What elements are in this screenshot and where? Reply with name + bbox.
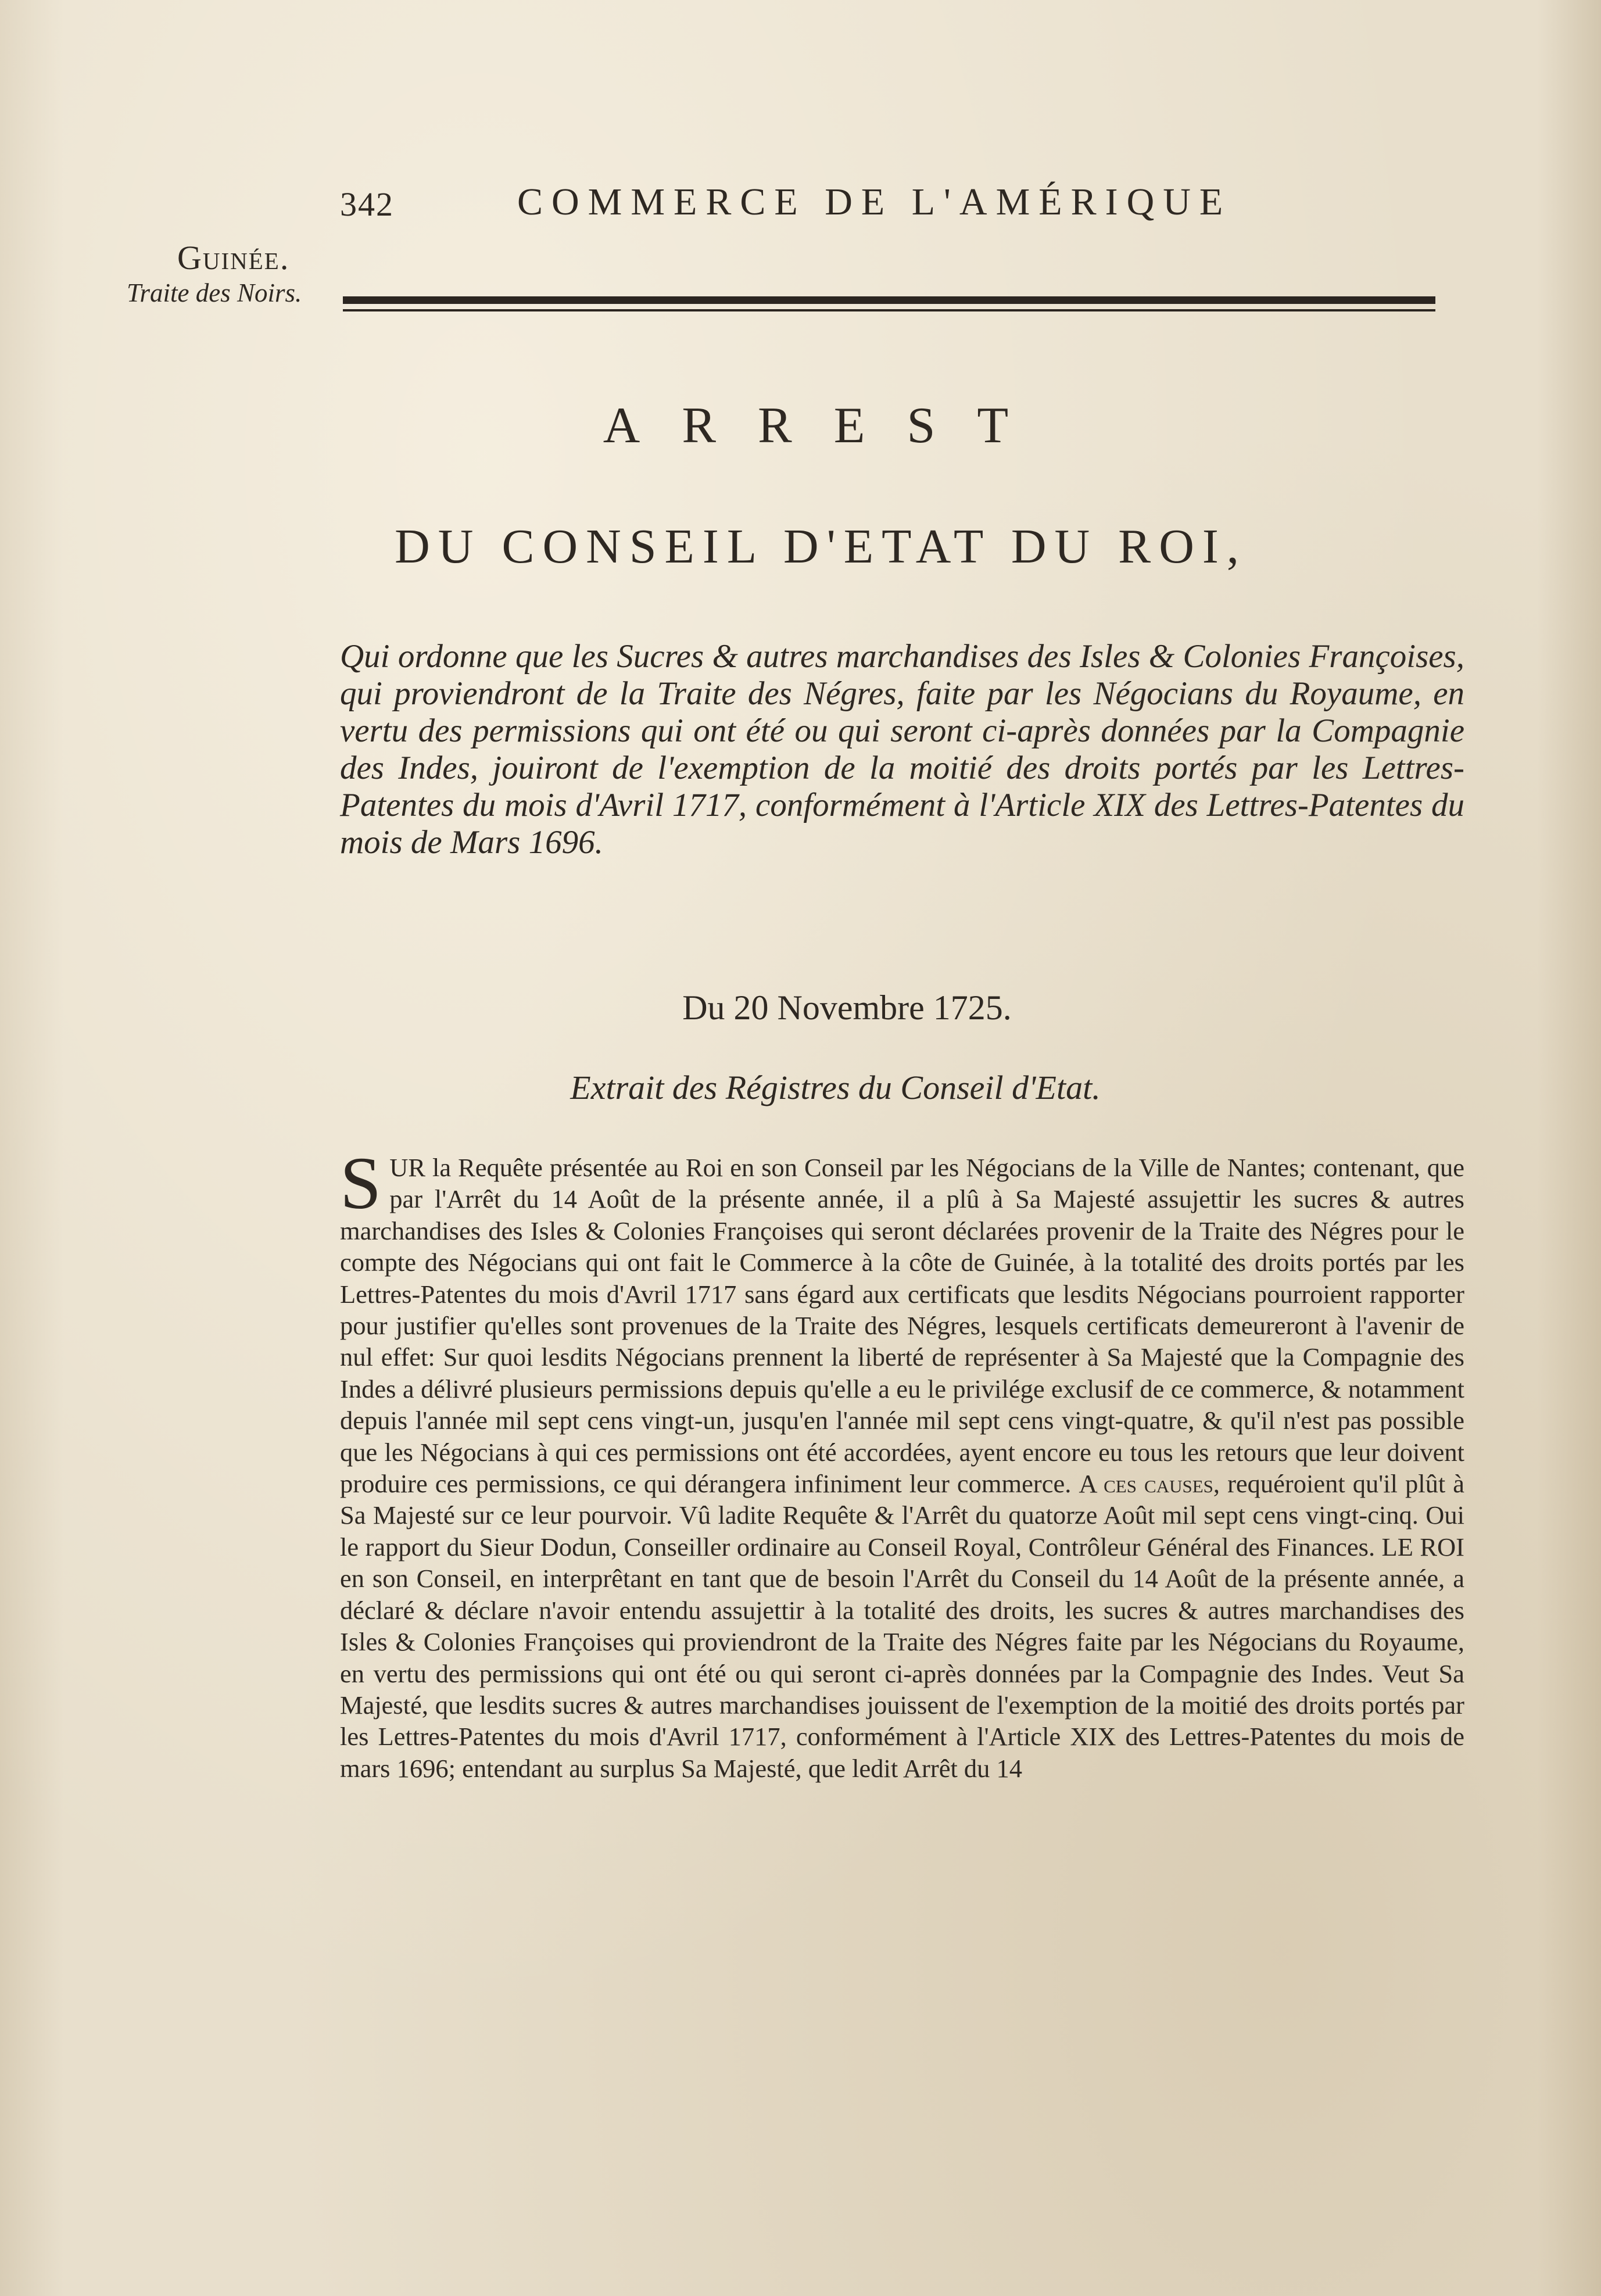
header-rule-thick [343, 296, 1435, 304]
margin-note-traite: Traite des Noirs. [127, 278, 302, 307]
page-number: 342 [340, 185, 394, 223]
drop-cap: S [340, 1142, 382, 1224]
header-rule-thin [343, 309, 1435, 311]
body-text-smallcaps: A ces causes, [1079, 1469, 1220, 1499]
body-text-part1: UR la Requête présentée au Roi en son Conseil par les Négocians de la Ville de Nantes; contenant, que par l'Arrêt du 14 Août de la présente année, il a plû à Sa Majesté assujettir les sucres & autres marchandises des Isles & Colonies Françoises qui seront déclarées provenir de la Traite des Négres pour le compte des Négocians qui ont fait le Commerce à la côte de Guinée, à la totalité des droits portés par les Lettres-Patentes du mois d'Avril 1717 sans égard aux certificats que lesdits Négocians pourroient rapporter pour justifier qu'elles sont provenues de la Traite des Négres, lesquels certificats demeureront à l'avenir de nul effet: Sur quoi lesdits Négocians prennent la liberté de représenter à Sa Majesté que la Compagnie des Indes a délivré plusieurs permissions depuis qu'elle a eu le privilége exclusif de ce commerce, & notamment depuis l'année mil sept cens vingt-un, jusqu'en l'année mil sept cens vingt-quatre, & qu'il n'est pas possible que les Négocians à qui ces permissions ont été accordées, ayent encore eu tous les retours que leur doivent produire ces permissions, ce qui dérangera infiniment leur commerce. [340, 1153, 1464, 1499]
body-paragraph [340, 1142, 1465, 1784]
document-subtitle-conseil: DU CONSEIL D'ETAT DU ROI, [395, 520, 1247, 574]
header-rule [343, 296, 1435, 311]
date-line: Du 20 Novembre 1725. [682, 988, 1012, 1027]
arrest-summary: Qui ordonne que les Sucres & autres marchandises des Isles & Colonies Françoises, qui proviendront de la Traite des Négres, faite par les Négocians du Royaume, en vertu des permissions qui ont été ou qui seront ci-après données par la Compagnie des Indes, jouiront de l'exemption de la moitié des droits portés par les Lettres-Patentes du mois d'Avril 1717, conformément à l'Article XIX des Lettres-Patentes du mois de Mars 1696. [340, 638, 1464, 861]
body-text-part2: requéroient qu'il plût à Sa Majesté sur ce leur pourvoir. Vû ladite Requête & l'Arrêt du quatorze Août mil sept cens vingt-cinq. Oui le rapport du Sieur Dodun, Conseiller ordinaire au Conseil Royal, Contrôleur Général des Finances. LE ROI en son Conseil, en interprêtant en tant que de besoin l'Arrêt du Conseil du 14 Août de la présente année, a déclaré & déclare n'avoir entendu assujettir à la totalité des droits, les sucres & autres marchandises des Isles & Colonies Françoises qui proviendront de la Traite des Négres faite par les Négocians du Royaume, en vertu des permissions qui ont été ou qui seront ci-après données par la Compagnie des Indes. Veut Sa Majesté, que lesdits sucres & autres marchandises jouissent de l'exemption de la moitié des droits portés par les Lettres-Patentes du mois d'Avril 1717, conformément à l'Article XIX des Lettres-Patentes du mois de mars 1696; entendant au surplus Sa Majesté, que ledit Arrêt du 14 [340, 1469, 1465, 1783]
document-title: ARREST [603, 397, 1051, 454]
extract-line: Extrait des Régistres du Conseil d'Etat. [570, 1069, 1101, 1106]
running-head: COMMERCE DE L'AMÉRIQUE [517, 181, 1232, 223]
margin-note-guinee: Guinée. [177, 239, 290, 277]
